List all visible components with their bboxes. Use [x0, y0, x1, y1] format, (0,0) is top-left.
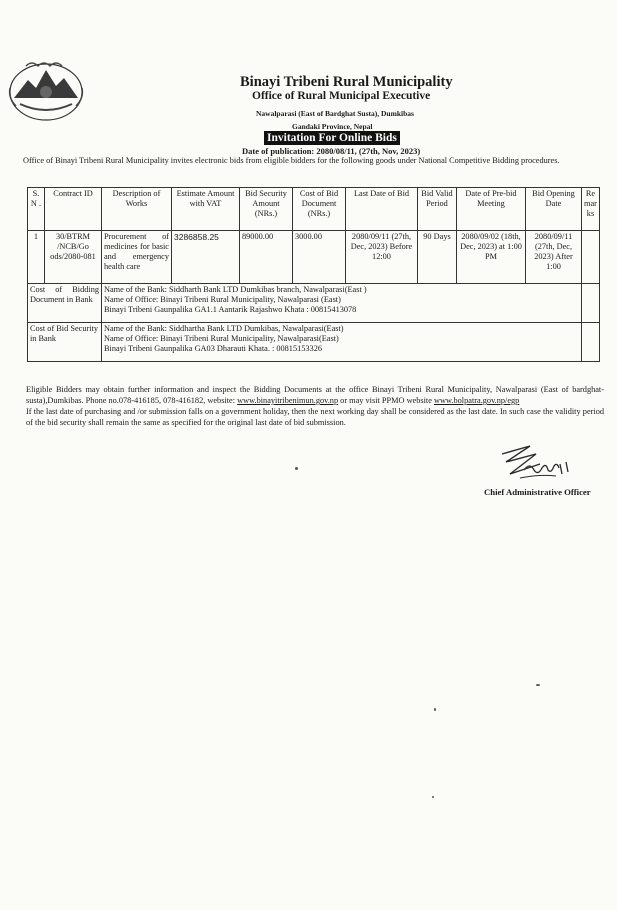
cell-contract-id: 30/BTRM /NCB/Go ods/2080-081: [45, 231, 102, 284]
bank-details: [102, 323, 582, 362]
cell-prebid: 2080/09/02 (18th, Dec, 2023) at 1:00 PM: [457, 231, 526, 284]
cell-description: Procurement of medicines for basic and emergency health care: [102, 231, 172, 284]
closing-text: [26, 384, 604, 428]
office-address: Nawalparasi (East of Bardghat Susta), Dumkibas: [256, 109, 414, 118]
office-province: Gandaki Province, Nepal: [292, 122, 373, 131]
signatory-title: Chief Administrative Officer: [484, 487, 591, 497]
scan-speck: [432, 796, 434, 798]
closing-text-part: Eligible Bidders may obtain further information and inspect the Bidding Documents at the office Binayi Tribeni Rural Municipality, Nawalparasi (East of bardghat-susta),Dumkibas. Phone no.078-416185, 078-416182, website:: [26, 385, 604, 405]
publication-date: Date of publication: 2080/08/11, (27th, Nov, 2023): [242, 146, 421, 156]
cell-empty: [582, 323, 600, 362]
header-contract-id: Contract ID: [45, 188, 102, 231]
bank-row-label: Cost of Bid Security in Bank: [28, 323, 102, 362]
bank-name: Name of the Bank: Siddhartha Bank LTD Dumkibas, Nawalparasi(East): [104, 324, 344, 333]
office-title: Office of Rural Municipal Executive: [252, 90, 431, 102]
bank-row-document: [28, 284, 600, 323]
table-header-row: [28, 188, 600, 231]
website-link[interactable]: www.binayitribenimun.gov.np: [237, 396, 339, 405]
closing-text-part: or may visit PPMO website: [338, 396, 434, 405]
cell-remarks: [582, 231, 600, 284]
header-opening: Bid Opening Date: [526, 188, 582, 231]
bank-account: Binayi Tribeni Gaunpalika GA1.1 Aantarik Rajashwo Khata : 00815413078: [104, 305, 357, 314]
nepal-emblem-icon: [6, 58, 86, 124]
cell-estimate: 3286858.25: [172, 231, 240, 284]
cell-last-date: 2080/09/11 (27th, Dec, 2023) Before 12:00: [346, 231, 418, 284]
header-description: Description of Works: [102, 188, 172, 231]
header-doc-cost: Cost of Bid Document (NRs.): [293, 188, 346, 231]
intro-paragraph: Office of Binayi Tribeni Rural Municipality invites electronic bids from eligible bidders for the following goods under National Competitive Bidding procedures.: [23, 156, 560, 165]
cell-valid: 90 Days: [418, 231, 457, 284]
table-row: [28, 231, 600, 284]
bank-name: Name of the Bank: Siddharth Bank LTD Dumkibas branch, Nawalparasi(East ): [104, 285, 367, 294]
signature-icon: [496, 440, 586, 484]
bid-table: [27, 187, 600, 362]
scan-speck: [434, 708, 436, 711]
notice-banner: Invitation For Online Bids: [264, 131, 400, 145]
ppmo-link[interactable]: www.bolpatra.gov.np/egp: [434, 396, 520, 405]
scan-speck: [536, 684, 540, 686]
bank-details: [102, 284, 582, 323]
cell-sn: 1: [28, 231, 45, 284]
bank-row-security: [28, 323, 600, 362]
scan-speck: [295, 467, 298, 470]
bank-row-label: Cost of Bidding Document in Bank: [28, 284, 102, 323]
holiday-clause: If the last date of purchasing and /or submission falls on a government holiday, then the next working day shall be considered as the last date. In such case the validity period of the bid security shall remain the same as specified for the original last date of bid submission.: [26, 407, 604, 427]
cell-doc-cost: 3000.00: [293, 231, 346, 284]
header-security: Bid Security Amount (NRs.): [240, 188, 293, 231]
header-sn: S. N .: [28, 188, 45, 231]
header-last-date: Last Date of Bid: [346, 188, 418, 231]
cell-opening: 2080/09/11 (27th, Dec, 2023) After 1:00: [526, 231, 582, 284]
bank-office: Name of Office: Binayi Tribeni Rural Municipality, Nawalparasi (East): [104, 295, 341, 304]
header-remarks: Re mar ks: [582, 188, 600, 231]
header-prebid: Date of Pre-bid Meeting: [457, 188, 526, 231]
cell-empty: [582, 284, 600, 323]
header-valid: Bid Valid Period: [418, 188, 457, 231]
bank-account: Binayi Tribeni Gaunpalika GA03 Dharauti Khata. : 00815153326: [104, 344, 322, 353]
cell-security: 89000.00: [240, 231, 293, 284]
municipality-title: Binayi Tribeni Rural Municipality: [240, 74, 453, 90]
header-estimate: Estimate Amount with VAT: [172, 188, 240, 231]
bank-office: Name of Office: Binayi Tribeni Rural Municipality, Nawalparasi(East): [104, 334, 339, 343]
